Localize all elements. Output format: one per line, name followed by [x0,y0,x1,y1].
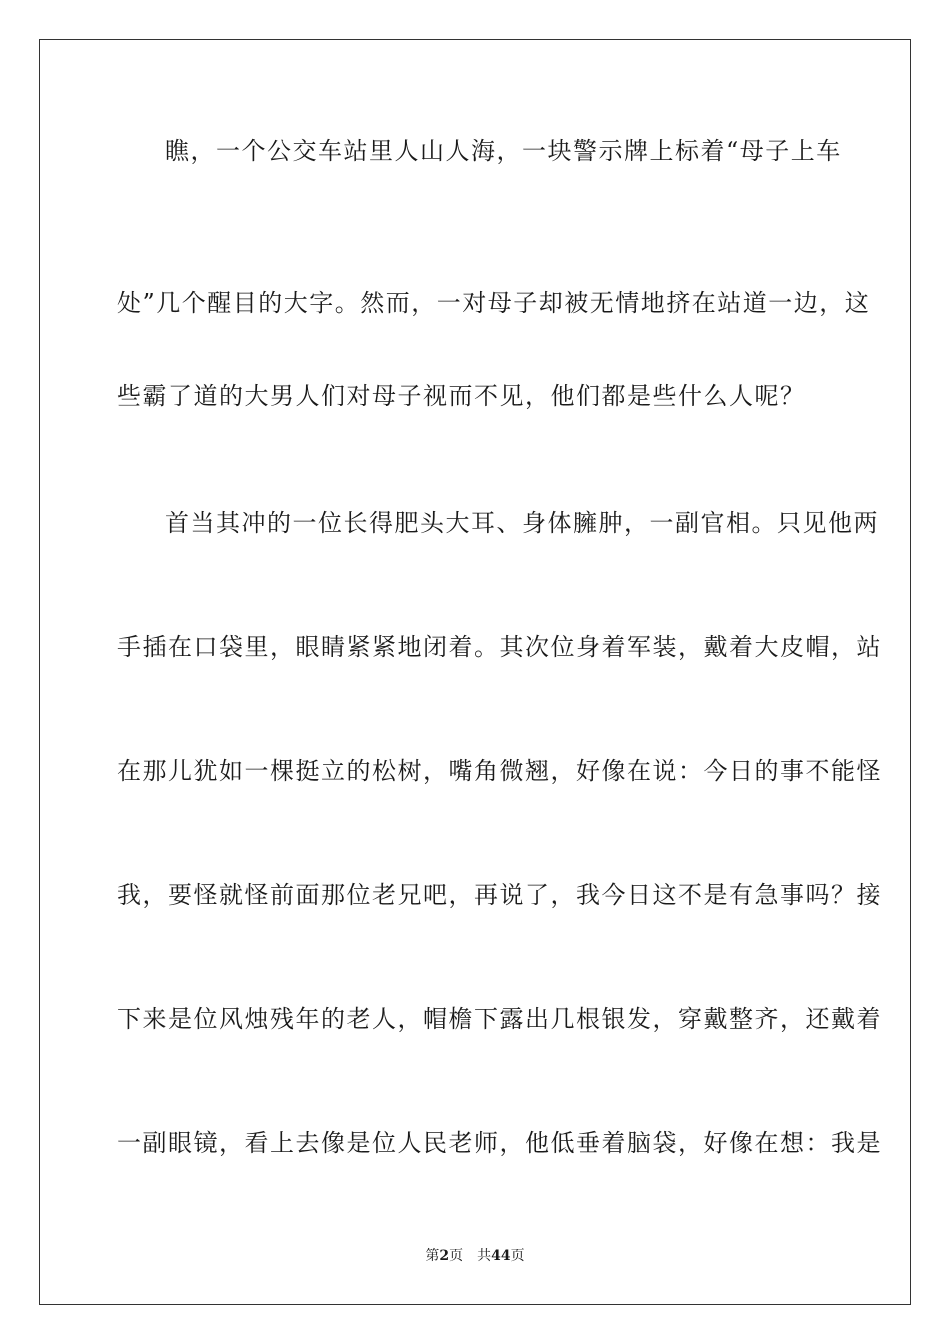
text-line-4: 首当其冲的一位长得肥头大耳、身体臃肿，一副官相。只见他两 [165,509,879,537]
total-suffix: 页 [510,1248,525,1264]
page-prefix: 第 [425,1248,440,1264]
text-line-7: 我，要怪就怪前面那位老兄吧，再说了，我今日这不是有急事吗？接 [117,881,882,909]
text-line-9: 一副眼镜，看上去像是位人民老师，他低垂着脑袋，好像在想：我是 [117,1129,882,1157]
page-footer [0,1247,950,1265]
total-pages: 44 [491,1248,511,1264]
text-line-3: 些霸了道的大男人们对母子视而不见，他们都是些什么人呢？ [117,382,806,410]
page-border [39,39,911,1305]
text-line-6: 在那儿犹如一棵挺立的松树，嘴角微翘，好像在说：今日的事不能怪 [117,757,882,785]
page-number: 2 [439,1248,450,1264]
text-line-1: 瞧，一个公交车站里人山人海，一块警示牌上标着“母子上车 [165,137,842,165]
text-line-8: 下来是位风烛残年的老人，帽檐下露出几根银发，穿戴整齐，还戴着 [117,1005,882,1033]
total-prefix: 共 [477,1248,492,1264]
text-line-2: 处”几个醒目的大字。然而，一对母子却被无情地挤在站道一边，这 [117,289,871,317]
page-suffix: 页 [449,1248,464,1264]
text-line-5: 手插在口袋里，眼睛紧紧地闭着。其次位身着军装，戴着大皮帽，站 [117,633,882,661]
